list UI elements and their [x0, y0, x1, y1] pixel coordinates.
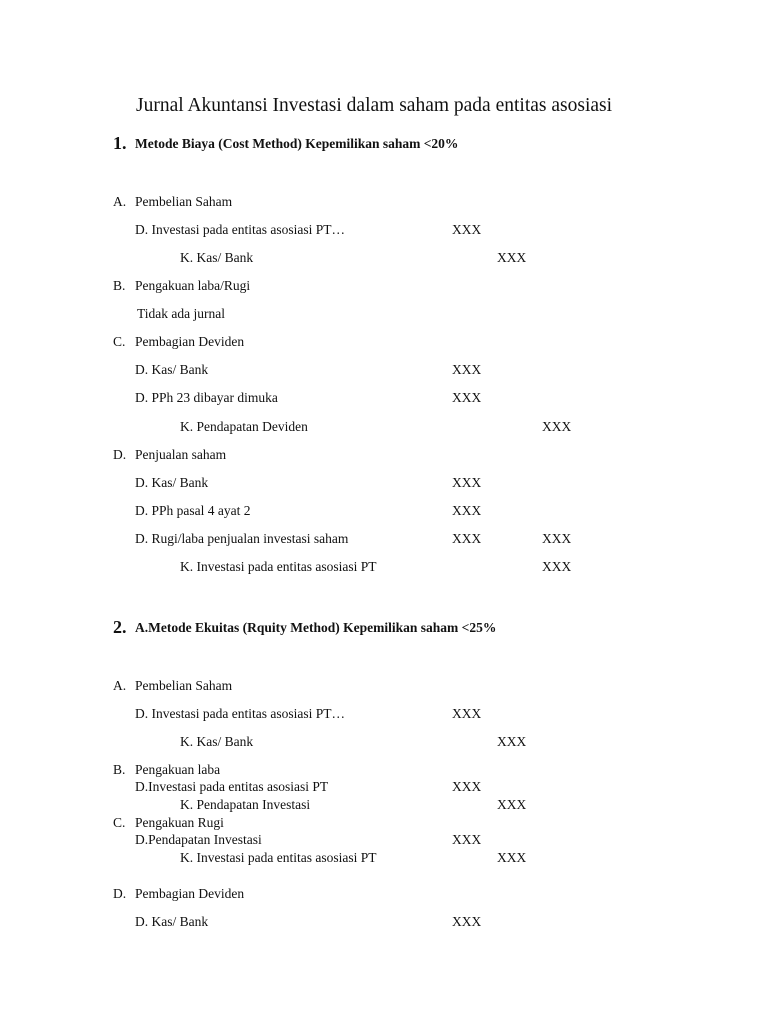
s1-c-line-3-credit: XXX — [542, 419, 572, 434]
s2-b-line-2-credit: XXX — [497, 797, 527, 812]
section-1-heading: Metode Biaya (Cost Method) Kepemilikan saham <20% — [135, 136, 459, 151]
s2-c-line-2-credit: XXX — [497, 850, 527, 865]
s1-item-a-label: Pembelian Saham — [135, 194, 233, 209]
s1-d-line-3-credit: XXX — [542, 531, 572, 546]
s2-d-line-1: D. Kas/ Bank — [135, 914, 209, 929]
s1-item-b-letter: B. — [113, 278, 126, 293]
s1-a-line-1-debit: XXX — [452, 222, 482, 237]
s2-c-line-1: D.Pendapatan Investasi — [135, 832, 262, 847]
s2-a-line-2-credit: XXX — [497, 734, 527, 749]
s2-item-d-label: Pembagian Deviden — [135, 886, 245, 901]
section-2-heading: A.Metode Ekuitas (Rquity Method) Kepemilikan saham <25% — [135, 620, 497, 635]
s2-b-line-2: K. Pendapatan Investasi — [180, 797, 311, 812]
page-title: Jurnal Akuntansi Investasi dalam saham pada entitas asosiasi — [136, 95, 613, 116]
s1-c-line-2: D. PPh 23 dibayar dimuka — [135, 390, 278, 405]
s1-c-line-2-debit: XXX — [452, 390, 482, 405]
section-2-number: 2. — [113, 617, 127, 637]
s2-item-d-letter: D. — [113, 886, 127, 901]
s2-d-line-1-debit: XXX — [452, 914, 482, 929]
s2-item-b-letter: B. — [113, 762, 126, 777]
s1-item-d-letter: D. — [113, 447, 127, 462]
s2-item-a-letter: A. — [113, 678, 127, 693]
s1-item-b-label: Pengakuan laba/Rugi — [135, 278, 251, 293]
s1-d-line-3-debit: XXX — [452, 531, 482, 546]
s2-item-b-label: Pengakuan laba — [135, 762, 221, 777]
s1-b-line-1: Tidak ada jurnal — [137, 306, 225, 321]
s2-item-c-label: Pengakuan Rugi — [135, 815, 224, 830]
s2-item-c-letter: C. — [113, 815, 126, 830]
s2-c-line-2: K. Investasi pada entitas asosiasi PT — [180, 850, 377, 865]
s2-a-line-2: K. Kas/ Bank — [180, 734, 254, 749]
s1-item-c-label: Pembagian Deviden — [135, 334, 245, 349]
s2-a-line-1: D. Investasi pada entitas asosiasi PT… — [135, 706, 345, 721]
s1-d-line-1: D. Kas/ Bank — [135, 475, 209, 490]
s1-a-line-1: D. Investasi pada entitas asosiasi PT… — [135, 222, 345, 237]
s1-c-line-1: D. Kas/ Bank — [135, 362, 209, 377]
s1-d-line-2: D. PPh pasal 4 ayat 2 — [135, 503, 251, 518]
s2-item-a-label: Pembelian Saham — [135, 678, 233, 693]
s1-d-line-1-debit: XXX — [452, 475, 482, 490]
s1-d-line-4-credit: XXX — [542, 559, 572, 574]
s2-c-line-1-debit: XXX — [452, 832, 482, 847]
s1-d-line-2-debit: XXX — [452, 503, 482, 518]
s1-item-c-letter: C. — [113, 334, 126, 349]
s1-c-line-1-debit: XXX — [452, 362, 482, 377]
s1-d-line-3: D. Rugi/laba penjualan investasi saham — [135, 531, 349, 546]
s2-b-line-1: D.Investasi pada entitas asosiasi PT — [135, 779, 329, 794]
s1-d-line-4: K. Investasi pada entitas asosiasi PT — [180, 559, 377, 574]
s1-a-line-2: K. Kas/ Bank — [180, 250, 254, 265]
section-1-number: 1. — [113, 133, 127, 153]
s2-a-line-1-debit: XXX — [452, 706, 482, 721]
s1-item-d-label: Penjualan saham — [135, 447, 227, 462]
s2-b-line-1-debit: XXX — [452, 779, 482, 794]
s1-a-line-2-credit: XXX — [497, 250, 527, 265]
s1-c-line-3: K. Pendapatan Deviden — [180, 419, 308, 434]
s1-item-a-letter: A. — [113, 194, 127, 209]
